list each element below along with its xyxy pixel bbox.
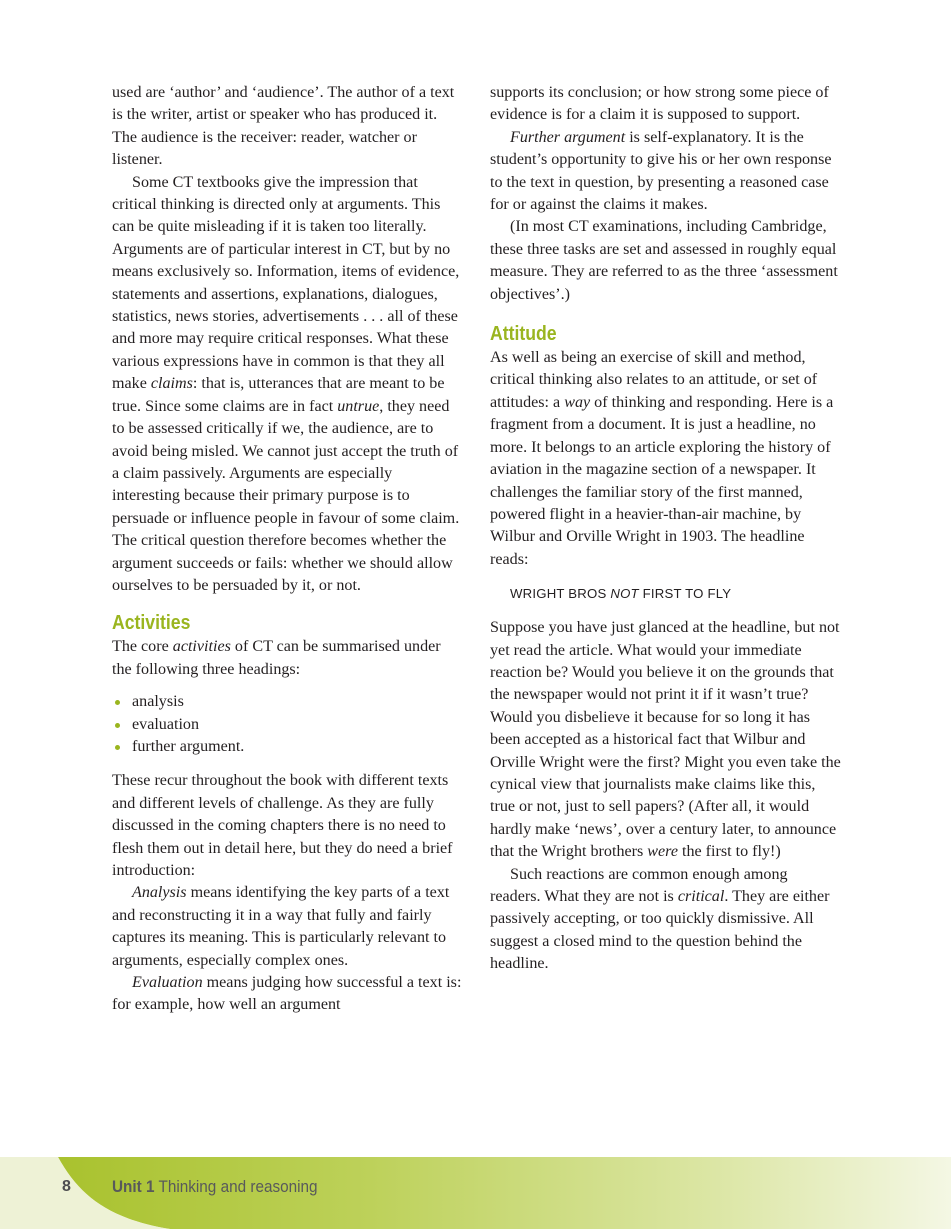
text-run: , they need to be assessed critically if we, the audience, are to avoid being misled. We cannot just accept the truth of a claim passively. Arguments are especially interesting because their primary purpose is to persuade or influence people in favour of some claim. The critical question therefore becomes whether the argument succeeds or fails: whether we should allow ourselves to be persuaded by it, or not.	[112, 397, 460, 594]
text-run: . They are either passively accepting, or too quickly dismissive. All suggest a closed mind to the question behind the headline.	[490, 888, 830, 973]
italic-term: Further argument	[510, 128, 626, 146]
paragraph	[490, 216, 842, 306]
right-column	[490, 82, 842, 976]
list-item-text: further argument.	[132, 737, 245, 755]
activities-list	[112, 691, 464, 758]
unit-label: Unit 1	[112, 1177, 155, 1196]
unit-title: Thinking and reasoning	[158, 1177, 318, 1196]
text-run: Such reactions are common enough among readers. What they are not is	[490, 865, 788, 905]
list-item	[112, 714, 464, 736]
text-run: used are ‘author’ and ‘audience’. The author of a text is the writer, artist or speaker who has produced it. The audience is the receiver: reader, watcher or listener.	[112, 84, 455, 169]
section-heading-activities: Activities	[112, 611, 191, 635]
text-run: These recur throughout the book with different texts and different levels of challenge. As they are fully discussed in the coming chapters there is no need to flesh them out in detail here, but they do need a brief introduction:	[112, 772, 453, 879]
text-run: Suppose you have just glanced at the headline, but not yet read the article. What would your immediate reaction be? Would you believe it on the grounds that the newspaper would not print it if it wasn’t true? Would you disbelieve it because for so long it has been accepted as a historical fact that Wilbur and Orville Wright were the first? Might you even take the cynical view that journalists make claims like this, true or not, just to sell papers? (After all, it would hardly make ‘news’, over a century later, to announce that the Wright brothers	[490, 619, 841, 861]
page-number: 8	[62, 1178, 71, 1195]
text-run: of CT can be summarised under the following three headings:	[112, 638, 441, 678]
text-run: FIRST TO FLY	[638, 586, 732, 602]
paragraph	[112, 82, 464, 172]
bullet-icon	[115, 745, 120, 750]
italic-term: NOT	[610, 586, 639, 602]
text-run: means judging how successful a text is: for example, how well an argument	[112, 974, 462, 1014]
list-item-text: analysis	[132, 693, 184, 711]
text-run: the first to fly!)	[677, 843, 781, 861]
paragraph	[490, 127, 842, 217]
paragraph	[112, 882, 464, 972]
left-column	[112, 82, 464, 1017]
text-run: supports its conclusion; or how strong some piece of evidence is for a claim it is supposed to support.	[490, 84, 829, 124]
text-run: is self-explanatory. It is the student’s opportunity to give his or her own response to the text in question, by presenting a reasoned case for or against the claims it makes.	[490, 128, 832, 214]
paragraph	[490, 347, 842, 571]
page-footer	[0, 1157, 951, 1229]
text-run: As well as being an exercise of skill and method, critical thinking also relates to an attitude, or set of attitudes: a	[490, 349, 818, 411]
section-heading-attitude: Attitude	[490, 322, 557, 346]
bullet-icon	[115, 723, 120, 728]
text-run: means identifying the key parts of a text and reconstructing it in a way that fully and fairly captures its meaning. This is particularly relevant to arguments, especially complex ones.	[112, 884, 450, 969]
text-run: The core	[112, 638, 173, 656]
italic-term: activities	[172, 638, 231, 656]
paragraph	[490, 864, 842, 976]
paragraph	[112, 172, 464, 598]
paragraph	[112, 636, 464, 681]
paragraph	[112, 770, 464, 882]
italic-term: critical	[677, 888, 725, 905]
bullet-icon	[115, 700, 120, 705]
paragraph	[490, 82, 842, 127]
italic-term: claims	[150, 375, 193, 393]
list-item	[112, 691, 464, 713]
italic-term: untrue	[337, 397, 380, 415]
text-run: (In most CT examinations, including Cambridge, these three tasks are set and assessed in roughly equal measure. They are referred to as the three ‘assessment objectives’.)	[490, 218, 838, 303]
list-item-text: evaluation	[132, 715, 200, 733]
text-run: : that is, utterances that are meant to be true. Since some claims are in fact	[112, 375, 445, 415]
text-run: of thinking and responding. Here is a fragment from a document. It is just a headline, no more. It belongs to an article exploring the history of aviation in the magazine section of a newspaper. It challenges the familiar story of the first manned, powered flight in a heavier-than-air machine, by Wilbur and Orville Wright in 1903. The headline reads:	[490, 393, 834, 568]
italic-term: way	[564, 393, 591, 411]
paragraph	[112, 972, 464, 1017]
italic-term: Evaluation	[132, 974, 203, 992]
italic-term: Analysis	[132, 884, 187, 902]
paragraph	[490, 617, 842, 863]
text-run: WRIGHT BROS	[510, 586, 611, 602]
text-run: Some CT textbooks give the impression that critical thinking is directed only at arguments. This can be quite misleading if it is taken too literally. Arguments are of particular interest in CT, but by no means exclusively so. Information, items of evidence, statements and assertions, explanations, dialogues, statistics, news stories, advertisements . . . all of these and more may require critical responses. What these various expressions have in common is that they all make	[112, 173, 460, 393]
quoted-headline	[510, 585, 842, 603]
italic-term: were	[647, 843, 678, 861]
list-item	[112, 736, 464, 758]
running-footer-title	[112, 1177, 318, 1197]
